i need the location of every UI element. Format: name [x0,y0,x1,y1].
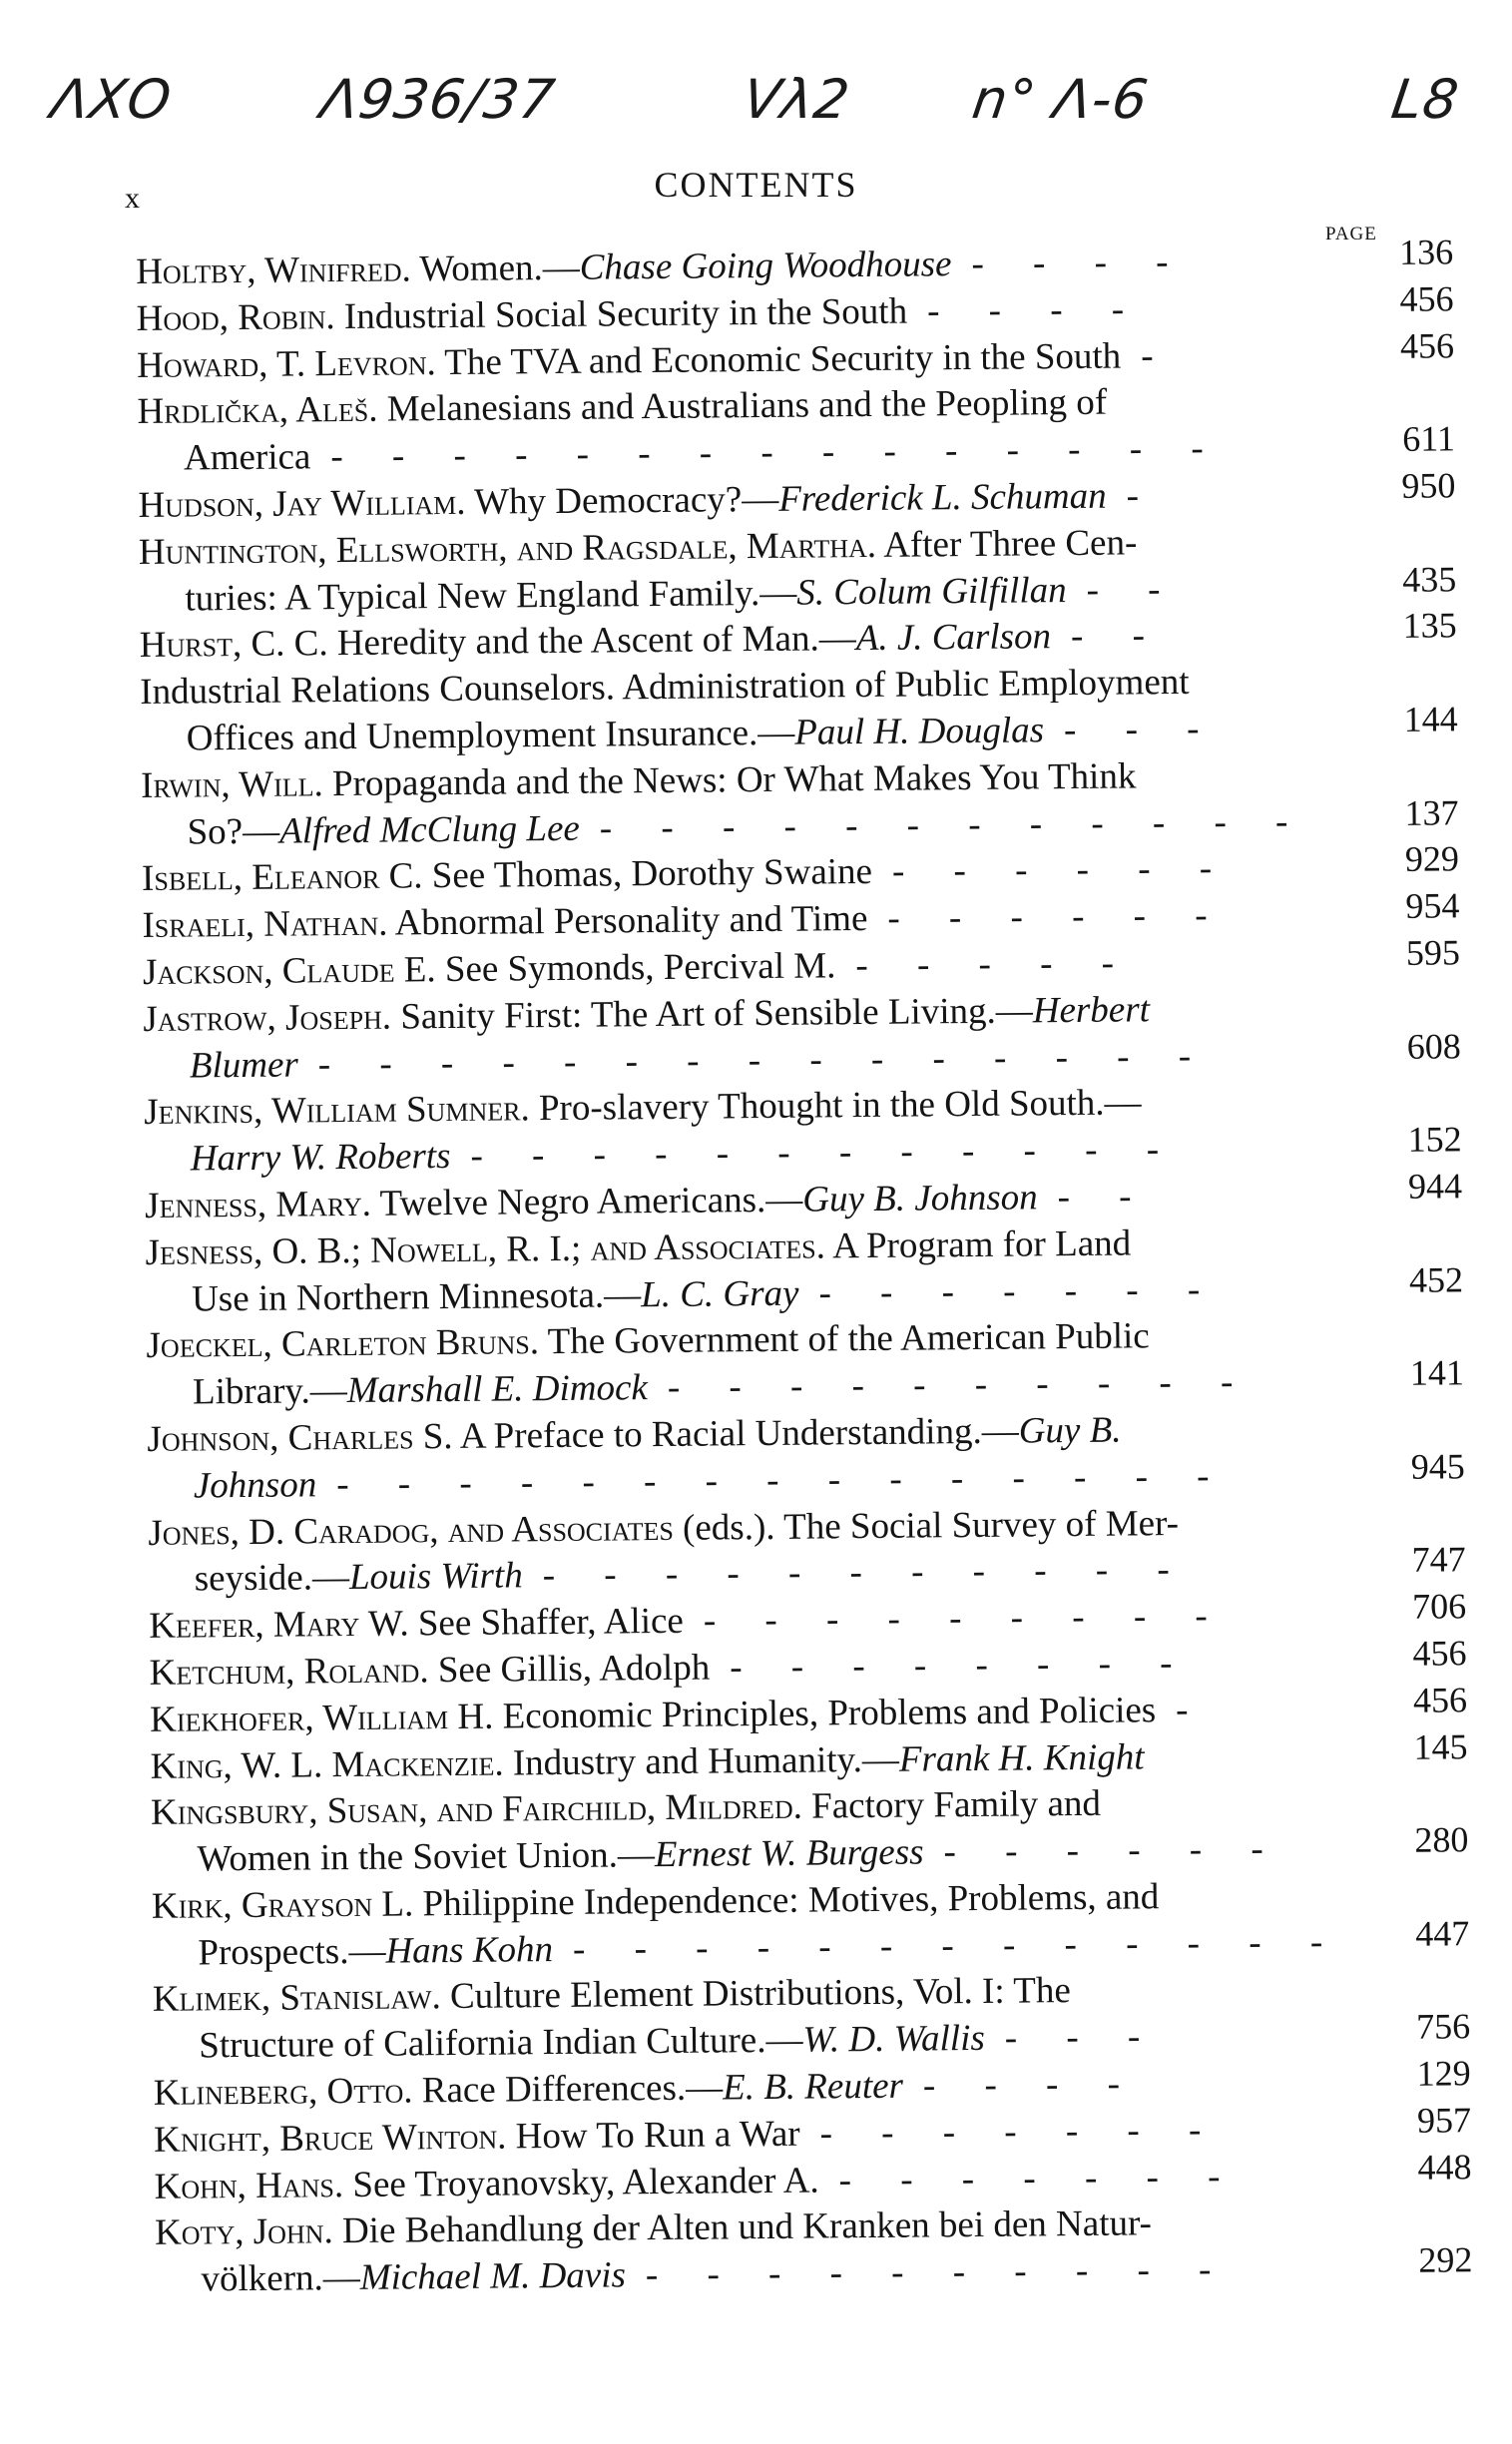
entry-author: Jesness, O. B.; Nowell, R. I.; and Associates. [145,1225,826,1273]
leader-dashes: - - - - - - - - - - [645,2248,1232,2296]
contents-entry [148,1498,1466,1604]
entry-title-continued: Structure of California Indian Culture.— [199,2019,803,2067]
leader-dashes: - [1141,334,1174,376]
entry-reviewer: W. D. Wallis [802,2018,985,2061]
entry-page-number: 747 [1411,1539,1466,1581]
entry-author: Klineberg, Otto. [153,2070,413,2114]
entry-title: Culture Element Distributions, Vol. I: The [440,1970,1071,2018]
entry-title: Propaganda and the News: Or What Makes You Think [322,755,1137,804]
entry-author: Israeli, Nathan. [142,902,388,947]
entry-reviewer: Paul H. Douglas [794,710,1045,753]
entry-author: Isbell, Eleanor C. [141,855,423,900]
entry-title: See Symonds, Percival M. [435,945,836,991]
entry-page-number: 144 [1403,699,1458,739]
entry-author: Jackson, Claude E. [142,949,436,993]
entry-page-number: 929 [1404,838,1460,880]
entry-page-number: 456 [1412,1679,1468,1720]
leader-dashes: - - - - - [855,942,1135,987]
contents-entry [151,1871,1470,1977]
handwritten-annotation: ΛХO [47,68,176,131]
entry-page-number: 595 [1405,932,1461,973]
entry-author: Huntington, Ellsworth, and Ragsdale, Martha. [138,524,877,573]
leader-dashes: - - - - - - - [819,2109,1222,2155]
contents-entry [137,377,1456,483]
leader-dashes: - - - - - - - - - - - - - - - [330,427,1224,478]
entry-page-number: 456 [1399,278,1454,319]
entry-title-continued: Women in the Soviet Union.— [197,1834,656,1880]
entry-author: Koty, John. [154,2210,333,2254]
entry-author: Hudson, Jay William. [138,481,466,526]
entry-page-number: 448 [1417,2146,1472,2188]
entry-page-number: 135 [1402,605,1457,647]
leader-dashes: - - - - - - - - - [703,1595,1228,1642]
entry-reviewer: Blumer [189,1044,298,1087]
entry-title: Women.— [410,246,580,290]
entry-title: See Thomas, Dorothy Swaine [422,851,873,897]
entry-title: Industrial Social Security in the South [334,290,908,337]
entry-page-number: 608 [1406,1025,1461,1067]
entry-title: Factory Family and [801,1783,1102,1827]
entry-title: Twelve Negro Americans.— [370,1179,803,1224]
leader-dashes: - - - - - - [943,1828,1283,1873]
entry-title: Heredity and the Ascent of Man.— [327,618,856,665]
entry-author: Jenkins, William Sumner. [144,1088,530,1134]
handwritten-annotation: L8 [1387,68,1463,131]
leader-dashes: - - - - - - [891,847,1233,893]
entry-page-number: 145 [1413,1725,1468,1767]
contents-entry [147,1404,1465,1510]
entry-author: Howard, T. Levron. [136,341,436,386]
contents-entry [146,1311,1465,1417]
entry-title: A Program for Land [824,1222,1132,1267]
entry-title: After Three Cen- [875,522,1138,566]
entry-reviewer: Johnson [193,1464,317,1507]
handwritten-annotation: Λ936/37 [316,68,560,131]
entry-title: Industrial Relations Counselors. Administration of Public Employment [140,662,1190,714]
entry-reviewer: Louis Wirth [348,1555,523,1599]
leader-dashes: - - [1086,568,1181,611]
entry-reviewer: E. B. Reuter [722,2065,904,2109]
entry-title: (eds.). The Social Survey of Mer- [673,1502,1180,1549]
entry-page-number: 292 [1418,2239,1473,2281]
entry-reviewer: Frederick L. Schuman [778,475,1107,520]
entry-reviewer: Hans Kohn [385,1928,554,1972]
contents-entry [152,1965,1471,2071]
entry-reviewer: S. Colum Gilfillan [796,569,1067,614]
entry-title: Race Differences.— [412,2067,724,2112]
entry-title: See Shaffer, Alice [408,1600,685,1645]
leader-dashes: - - - - - - - - - - - - [470,1129,1180,1177]
entry-page-number: 456 [1399,324,1455,366]
contents-entry [150,1778,1469,1884]
entry-reviewer: Ernest W. Burgess [654,1831,924,1876]
entry-title-continued: Use in Northern Minnesota.— [191,1273,642,1320]
entry-page-number: 280 [1414,1819,1469,1860]
entry-title-continued: Offices and Unemployment Insurance.— [186,712,795,759]
contents-entry [143,984,1461,1090]
entry-page-number: 137 [1404,791,1459,833]
entry-page-number: 957 [1416,2100,1472,2141]
leader-dashes: - - - - - - - - [730,1642,1193,1689]
contents-entry [140,750,1459,856]
entry-reviewer: Frank H. Knight [898,1735,1145,1780]
contents-entry [144,1078,1462,1184]
leader-dashes: - - - - - - - - - - - - [599,800,1308,849]
leader-dashes: - - - - - - - - - - - [542,1549,1190,1597]
handwritten-annotation: n° Λ-6 [968,68,1153,131]
entry-title: Pro-slavery Thought in the Old South.— [529,1082,1142,1130]
entry-author: Jenness, Mary. [145,1183,372,1226]
leader-dashes: - - - - [926,288,1145,332]
entry-author: Hrdlička, Aleš. [137,389,378,433]
page-column-header: PAGE [1325,224,1377,244]
leader-dashes: - [1175,1689,1209,1730]
entry-author: Kohn, Hans. [154,2164,344,2207]
entry-page-number: 141 [1409,1352,1465,1393]
entry-reviewer: Michael M. Davis [359,2254,627,2299]
entry-title: The Government of the American Public [538,1315,1150,1363]
leader-dashes: - - - - - - - [818,1268,1221,1314]
entry-author: Johnson, Charles S. [147,1415,453,1460]
leader-dashes: - - [1070,615,1166,658]
leader-dashes: - - - - - - - - - - - - - - - [317,1035,1212,1085]
contents-entry [154,2199,1473,2304]
entry-author: Kiekhofer, William H. [149,1696,494,1740]
entry-author: Irwin, Will. [140,762,323,806]
entry-title: Sanity First: The Art of Sensible Living.— [390,990,1033,1038]
leader-dashes: - - - - - - - [838,2156,1241,2200]
contents-entry [145,1218,1464,1323]
leader-dashes: - - - [1004,2016,1161,2060]
entry-title: Abnormal Personality and Time [387,898,868,944]
entry-author: Ketchum, Roland. [149,1650,429,1694]
entry-author: Holtby, Winifred. [136,248,411,292]
entry-page-number: 706 [1411,1586,1467,1627]
entry-title: See Troyanovsky, Alexander A. [342,2160,819,2205]
entry-reviewer: Guy B. Johnson [802,1177,1038,1221]
entry-author: Keefer, Mary W. [149,1603,409,1648]
entry-author: Hurst, C. C. [139,623,328,667]
entry-reviewer: Harry W. Roberts [190,1136,451,1180]
page-title: CONTENTS [654,165,858,205]
entry-title: A Preface to Racial Understanding.— [452,1410,1019,1457]
entry-author: Kingsbury, Susan, and Fairchild, Mildred. [150,1785,803,1834]
leader-dashes: - - [1057,1176,1152,1219]
entry-reviewer: Chase Going Woodhouse [579,244,952,288]
leader-dashes: - - - - - - - - - - - - - [572,1921,1343,1970]
entry-title: Industry and Humanity.— [503,1738,900,1784]
entry-page-number: 136 [1398,232,1454,272]
entry-author: Joeckel, Carleton Bruns. [146,1321,540,1367]
entry-author: King, W. L. Mackenzie. [150,1742,504,1787]
entry-title: Economic Principles, Problems and Policies [493,1689,1157,1737]
entry-title-continued: Prospects.— [198,1930,386,1974]
entry-page-number: 954 [1405,885,1460,926]
entry-page-number: 944 [1407,1166,1463,1207]
entry-reviewer: Alfred McClung Lee [278,807,581,852]
entry-title-continued: America [183,436,311,479]
entry-reviewer: A. J. Carlson [855,616,1052,660]
entry-page-number: 456 [1412,1633,1467,1674]
handwritten-annotation: Vλ2 [739,68,854,131]
entry-page-number: 611 [1402,418,1456,460]
entry-title-continued: So?— [187,810,280,853]
entry-page-number: 152 [1407,1119,1462,1160]
roman-page-number: x [125,182,140,215]
entry-author: Knight, Bruce Winton. [153,2116,507,2161]
entry-page-number: 452 [1408,1258,1464,1300]
entry-reviewer: L. C. Gray [640,1272,799,1315]
entry-author: Kirk, Grayson L. [151,1883,414,1927]
leader-dashes: - - - - [971,241,1189,284]
leader-dashes: - - - - [922,2063,1141,2107]
entry-reviewer: Guy B. [1018,1409,1122,1452]
entry-title-continued: turies: A Typical New England Family.— [185,572,797,620]
entry-author: Klimek, Stanislaw. [152,1976,441,2021]
entry-page-number: 435 [1402,558,1457,600]
entry-reviewer: Herbert [1032,989,1151,1032]
entry-title: How To Run a War [506,2113,800,2158]
entry-title: Die Behandlung der Alten und Kranken bei den Natur- [332,2202,1153,2252]
leader-dashes: - [1126,475,1160,517]
entry-title: See Gillis, Adolph [428,1647,711,1692]
entry-page-number: 950 [1401,465,1456,506]
contents-entry [140,658,1458,763]
entry-title-continued: völkern.— [201,2257,361,2300]
entry-title: Why Democracy?— [465,478,779,523]
entry-author: Jones, D. Caradog, and Associates [148,1507,675,1554]
leader-dashes: - - - [1063,708,1220,751]
entry-title: The TVA and Economic Security in the South [435,335,1122,383]
contents-entry [138,517,1457,623]
entry-page-number: 447 [1415,1912,1470,1954]
entry-page-number: 129 [1416,2053,1471,2094]
entry-title: Melanesians and Australians and the Peopling of [377,382,1108,431]
leader-dashes: - - - - - - [887,894,1228,939]
leader-dashes: - - - - - - - - - - [667,1361,1254,1409]
entry-author: Hood, Robin. [136,295,335,339]
entry-author: Jastrow, Joseph. [143,996,392,1040]
entry-page-number: 756 [1415,2006,1471,2048]
entry-title-continued: Library.— [192,1370,347,1413]
entry-reviewer: Marshall E. Dimock [346,1367,649,1412]
entry-page-number: 945 [1410,1445,1465,1487]
entry-title-continued: seyside.— [194,1557,350,1600]
leader-dashes: - - - - - - - - - - - - - - - [336,1455,1230,1505]
entry-title: Philippine Independence: Motives, Problems, and [413,1876,1160,1925]
